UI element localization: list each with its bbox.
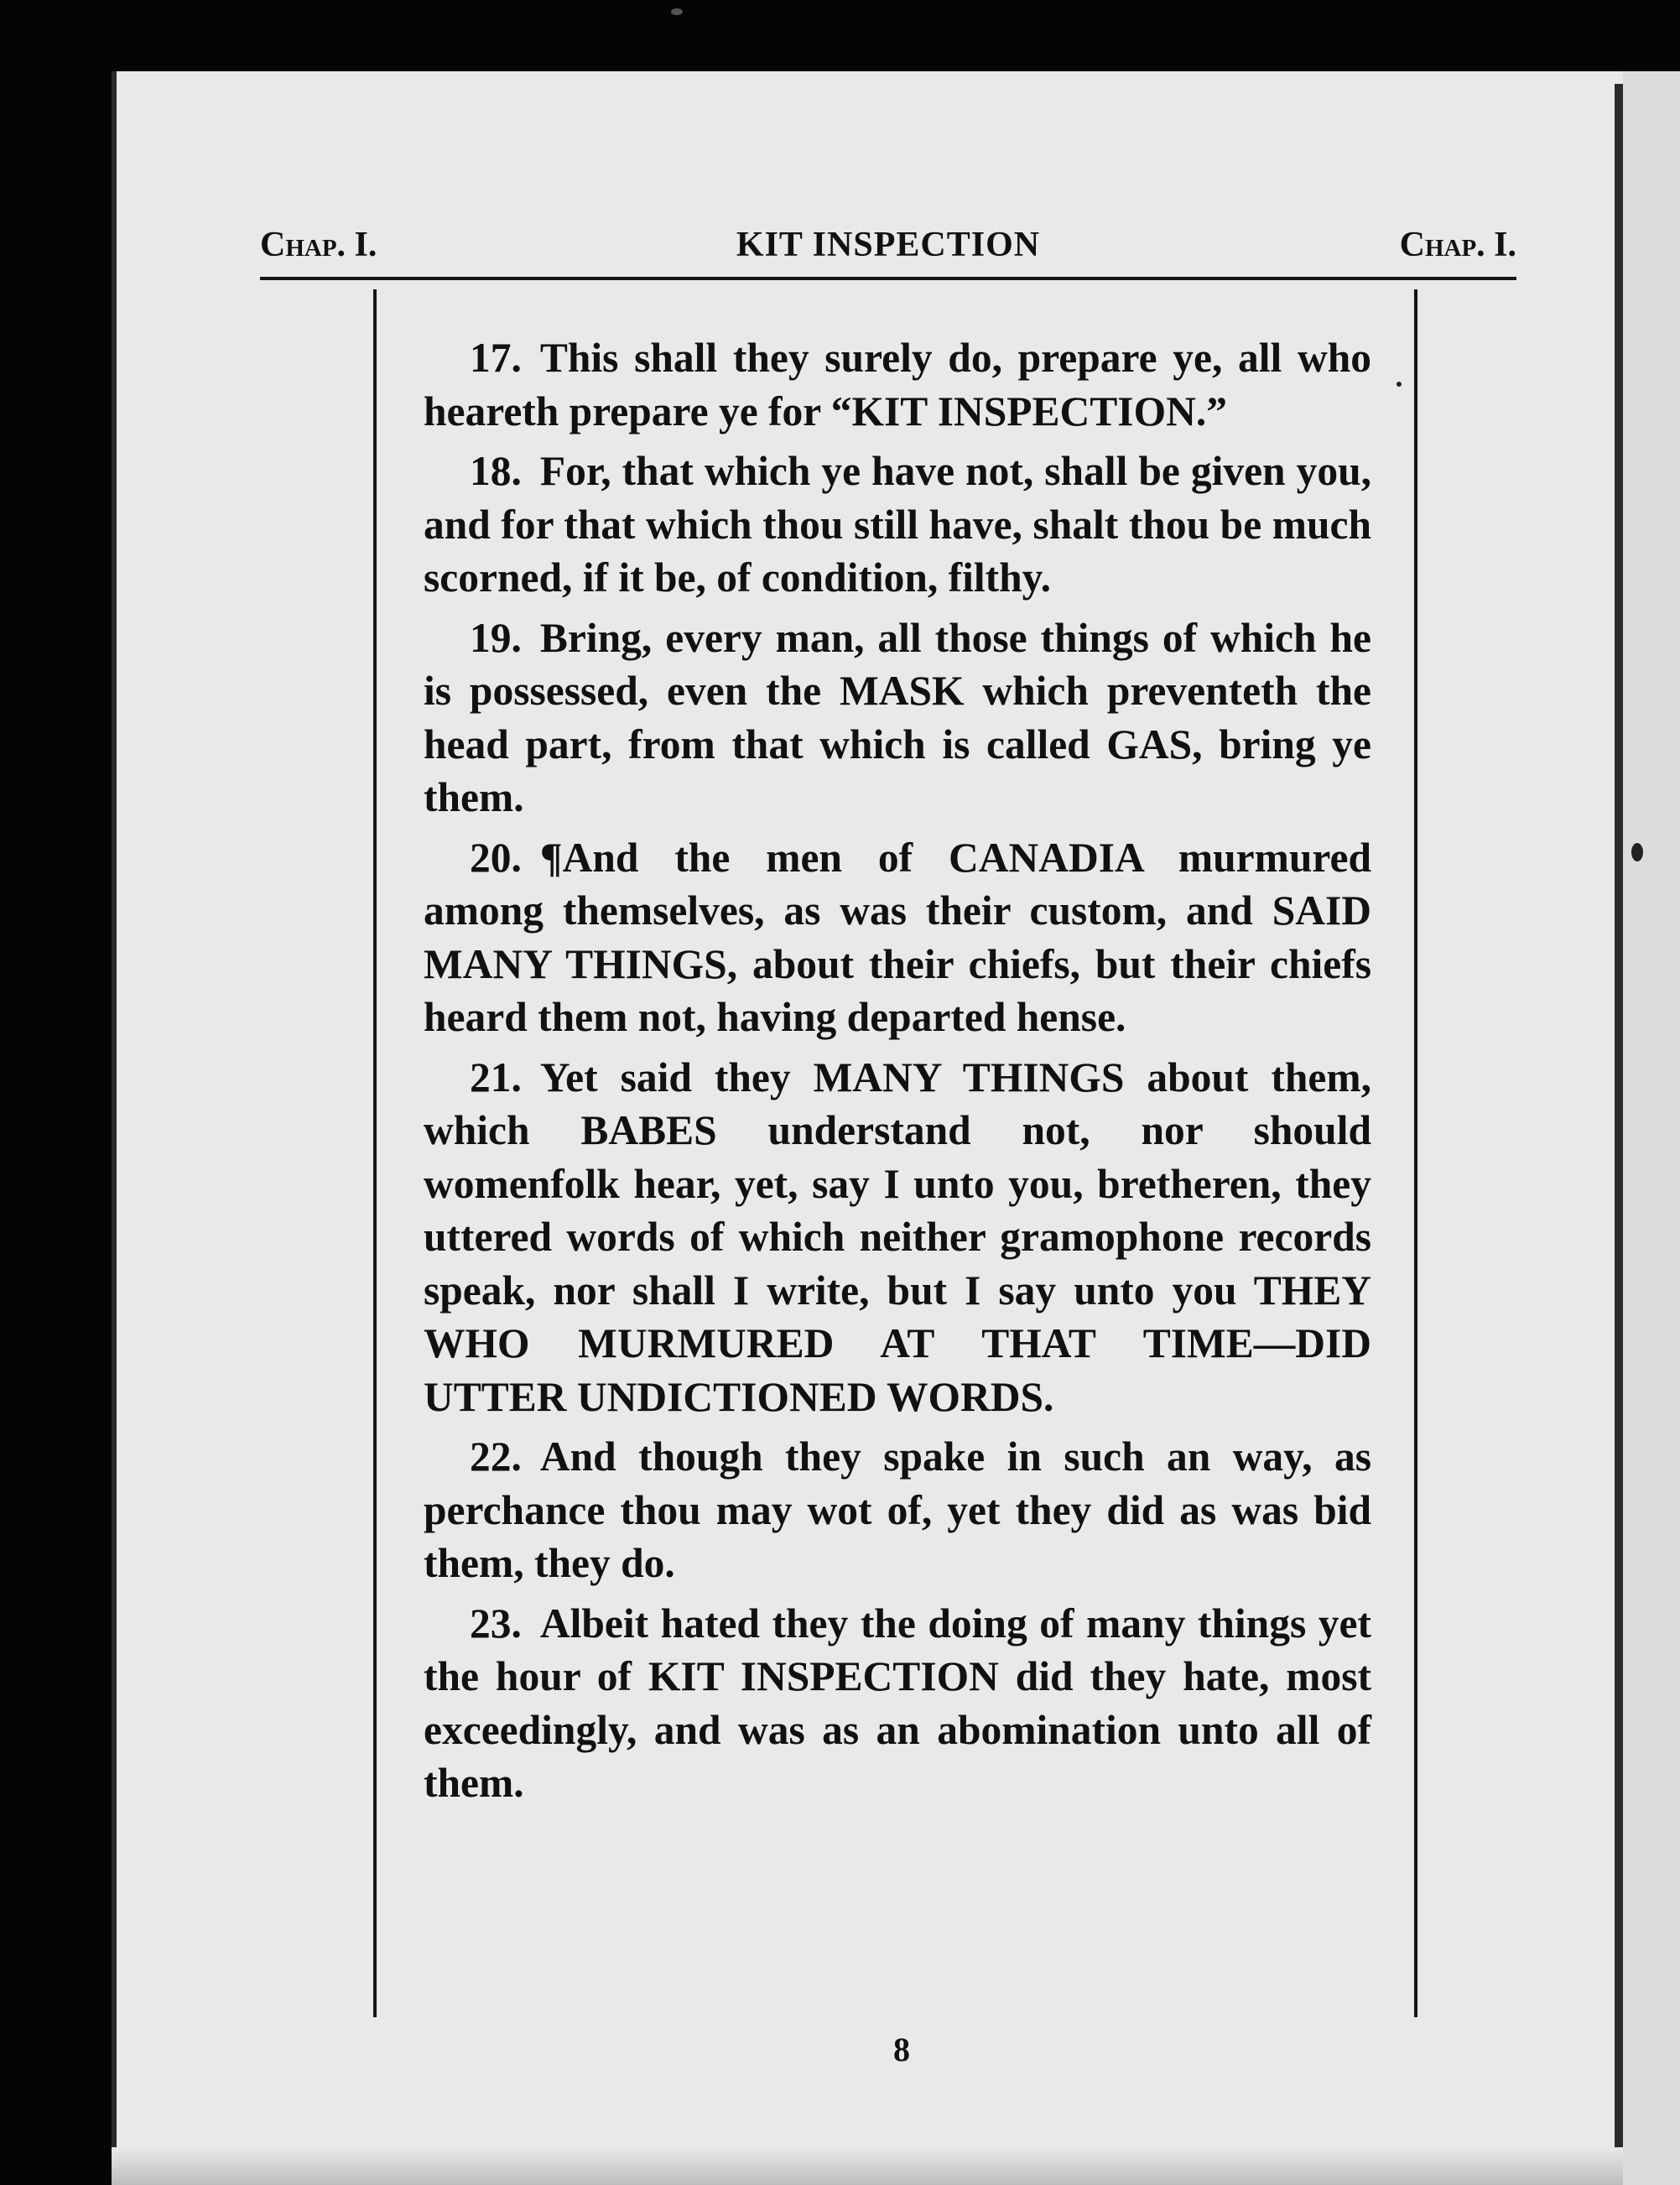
verse-23: [424, 1597, 1371, 1810]
verse-number: 21.: [470, 1053, 522, 1100]
header-chapter-right: Chap. I.: [1399, 226, 1516, 264]
verse-21: [424, 1051, 1371, 1424]
verse-column: [424, 331, 1371, 1817]
verse-text: For, that which ye have not, shall be given you, and for that which thou still have, shalt thou be much scorned, if it be, of condition, filthy.: [424, 448, 1371, 601]
verse-text: Albeit hated they the doing of many things yet the hour of KIT INSPECTION did they hate, most exceedingly, and was as an abomination unto all of them.: [424, 1600, 1371, 1806]
verse-text: ¶And the men of CANADIA murmured among themselves, as was their custom, and SAID MANY THINGS, about their chiefs, but their chiefs heard them not, having departed hense.: [424, 834, 1371, 1040]
verse-number: 18.: [470, 448, 522, 494]
scan-speck: [1631, 843, 1643, 861]
header-title: KIT INSPECTION: [736, 226, 1041, 264]
verse-17: [424, 331, 1371, 438]
facing-page-edge: [1623, 71, 1680, 2185]
verse-number: 17.: [470, 335, 522, 381]
running-header: [260, 225, 1516, 275]
scan-speck: [1397, 382, 1402, 387]
column-rule-right: [1414, 289, 1417, 2017]
page-bottom-shadow: [112, 2147, 1623, 2185]
page-binding-edge: [1615, 84, 1623, 2185]
header-chapter-left: Chap. I.: [260, 226, 377, 264]
verse-19: [424, 611, 1371, 825]
verse-text: And though they spake in such an way, as perchance thou may wot of, yet they did as was bid them, they do.: [424, 1433, 1371, 1586]
scan-speck: [671, 8, 683, 15]
verse-20: [424, 831, 1371, 1044]
column-rule-left: [373, 289, 377, 2017]
verse-18: [424, 445, 1371, 605]
verse-number: 19.: [470, 614, 522, 661]
verse-text: This shall they surely do, prepare ye, all who heareth prepare ye for “KIT INSPECTION.”: [424, 335, 1371, 434]
verse-number: 20.: [470, 834, 522, 881]
header-rule: [260, 277, 1516, 280]
page-number: 8: [893, 2031, 910, 2068]
verse-number: 23.: [470, 1600, 522, 1647]
verse-number: 22.: [470, 1433, 522, 1480]
verse-22: [424, 1430, 1371, 1590]
verse-text: Bring, every man, all those things of which he is possessed, even the MASK which preventeth the head part, from that which is called GAS, bring ye them.: [424, 614, 1371, 820]
verse-text: Yet said they MANY THINGS about them, which BABES understand not, nor should womenfolk hear, yet, say I unto you, bretheren, they uttered words of which neither gramophone records speak, nor shall I write, but I say unto you THEY WHO MURMURED AT THAT TIME—DID UTTER UNDICTIONED WORDS.: [424, 1053, 1371, 1420]
